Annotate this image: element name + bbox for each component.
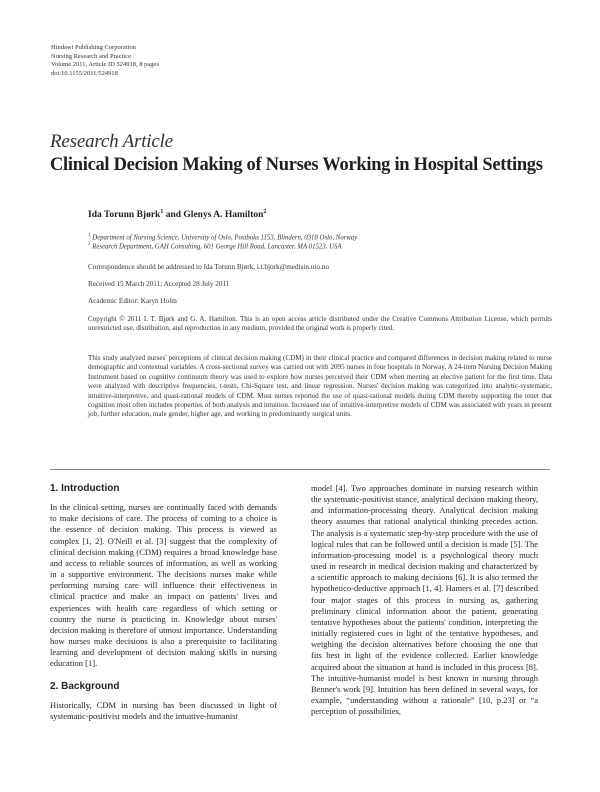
introduction-paragraph: In the clinical setting, nurses are continually faced with demands to make decisions of care. The process of coming to a choice is the essence of decision making. This process is viewed as complex [1, 2]. O'Neill et al. [3] suggest that the complexity of clinical decision making (CDM) requires a broad knowledge base and access to reliable sources of information, as well as working in a supportive environment. The decisions nurses make while performing nursing care will influence their effectiveness in clinical practice and make an impact on patients' lives and experiences with health care regardless of which setting or country the nurse is practicing in. Knowledge about nurses' decision making is therefore of utmost importance. Understanding how nurses make decisions is also a prerequisite to facilitating learning and development of decision making skills in nursing education [1]. (50, 502, 277, 669)
body-paragraph: model [4]. Two approaches dominate in nursing research within the systematic-positivist stance, analytical decision making theory, and information-processing theory. Analytical decision making theory assumes that rational analytical thinking precedes action. The analysis is a systematic step-by-step procedure with the use of logical rules that can be followed until a decision is made [5]. The information-processing model is a psychological theory much used in research in medical decision making and characterized by a scientific approach to making decisions [6]. It is also termed the hypothetico-deductive approach [1, 4]. Hamers et al. [7] described four major stages of this process in nursing as, gathering preliminary clinical information about the patient, generating tentative hypotheses about the patients' condition, interpreting the initially registered cues in light of the tentative hypotheses, and weighing the decision alternatives before choosing the one that fits best in light of the evidence collected. Earlier knowledge acquired about the situation at hand is included in this process [8]. The intuitive-humanist model is best known in nursing through Benner's work [9]. Intuition has been defined in several ways, for example, “understanding without a rationale” [10, p.23] or “a perception of possibilities, (311, 483, 538, 717)
author-connector: and (163, 210, 184, 221)
abstract: This study analyzed nurses' perceptions of clinical decision making (CDM) in their clinical practice and compared differences in decision making related to nurse demographic and contextual variables. A cross-sectional survey was carried out with 2095 nurses in four hospitals in Norway. A 24-item Nursing Decision Making Instrument based on cognitive continuum theory was used to explore how nurses perceived their CDM when meeting an elective patient for the first time. Data were analyzed with descriptive frequencies, t-tests, Chi-Square test, and linear regression. Nurses' decision making was categorized into analytic-systematic, intuitive-interpretive, and quasi-rational models of CDM. Most nurses reported the use of quasi-rational models during CDM thereby supporting the tenet that cognition most often includes properties of both analysis and intuition. Increased use of intuitive-interpretive models of CDM was associated with years in present job, further education, male gender, higher age, and working in predominantly surgical units. (88, 354, 552, 419)
section-heading-background: 2. Background (50, 680, 120, 692)
author-name: Glenys A. Hamilton (183, 210, 264, 221)
affiliation-marker: 2 (88, 242, 91, 247)
journal-name-line: Nursing Research and Practice (51, 52, 131, 60)
doi-line: doi:10.1155/2011/524918 (51, 69, 118, 77)
received-accepted-dates: Received 15 March 2011; Accepted 28 July 2011 (88, 280, 230, 288)
divider (50, 469, 550, 470)
affiliation-text: Department of Nursing Science, University of Oslo, Postboks 1153, Blindern, 0318 Oslo, Norway (92, 234, 358, 242)
affiliation-marker: 1 (160, 209, 164, 215)
affiliation-text: Research Department, GAH Consulting, 601 George Hill Road, Lancaster, MA 01523, USA (92, 243, 342, 251)
academic-editor: Academic Editor: Karyn Holm (88, 297, 177, 305)
right-column (311, 483, 538, 717)
copyright-notice: Copyright © 2011 I. T. Bjørk and G. A. Hamilton. This is an open access article distributed under the Creative Commons Attribution License, which permits unrestricted use, distribution, and reproduction in any medium, provided the original work is properly cited. (88, 315, 552, 333)
article-title: Clinical Decision Making of Nurses Working in Hospital Settings (50, 155, 543, 175)
affiliation-1 (88, 233, 357, 241)
affiliation-marker: 2 (263, 209, 267, 215)
correspondence: Correspondence should be addressed to Ida Torunn Bjørk, i.t.bjork@medisin.uio.no (88, 263, 329, 271)
author-name: Ida Torunn Bjørk (88, 210, 161, 221)
background-paragraph: Historically, CDM in nursing has been discussed in light of systematic-positivist models and the intuitive-humanist (50, 699, 277, 721)
volume-line: Volume 2011, Article ID 524918, 8 pages (51, 61, 159, 68)
section-heading-introduction: 1. Introduction (50, 483, 120, 494)
left-column (50, 483, 277, 722)
article-type: Research Article (50, 131, 173, 152)
affiliation-marker: 1 (88, 233, 91, 238)
author-list (88, 209, 266, 220)
publisher-line: Hindawi Publishing Corporation (51, 44, 136, 51)
journal-header (51, 44, 159, 78)
affiliation-2 (88, 242, 342, 250)
